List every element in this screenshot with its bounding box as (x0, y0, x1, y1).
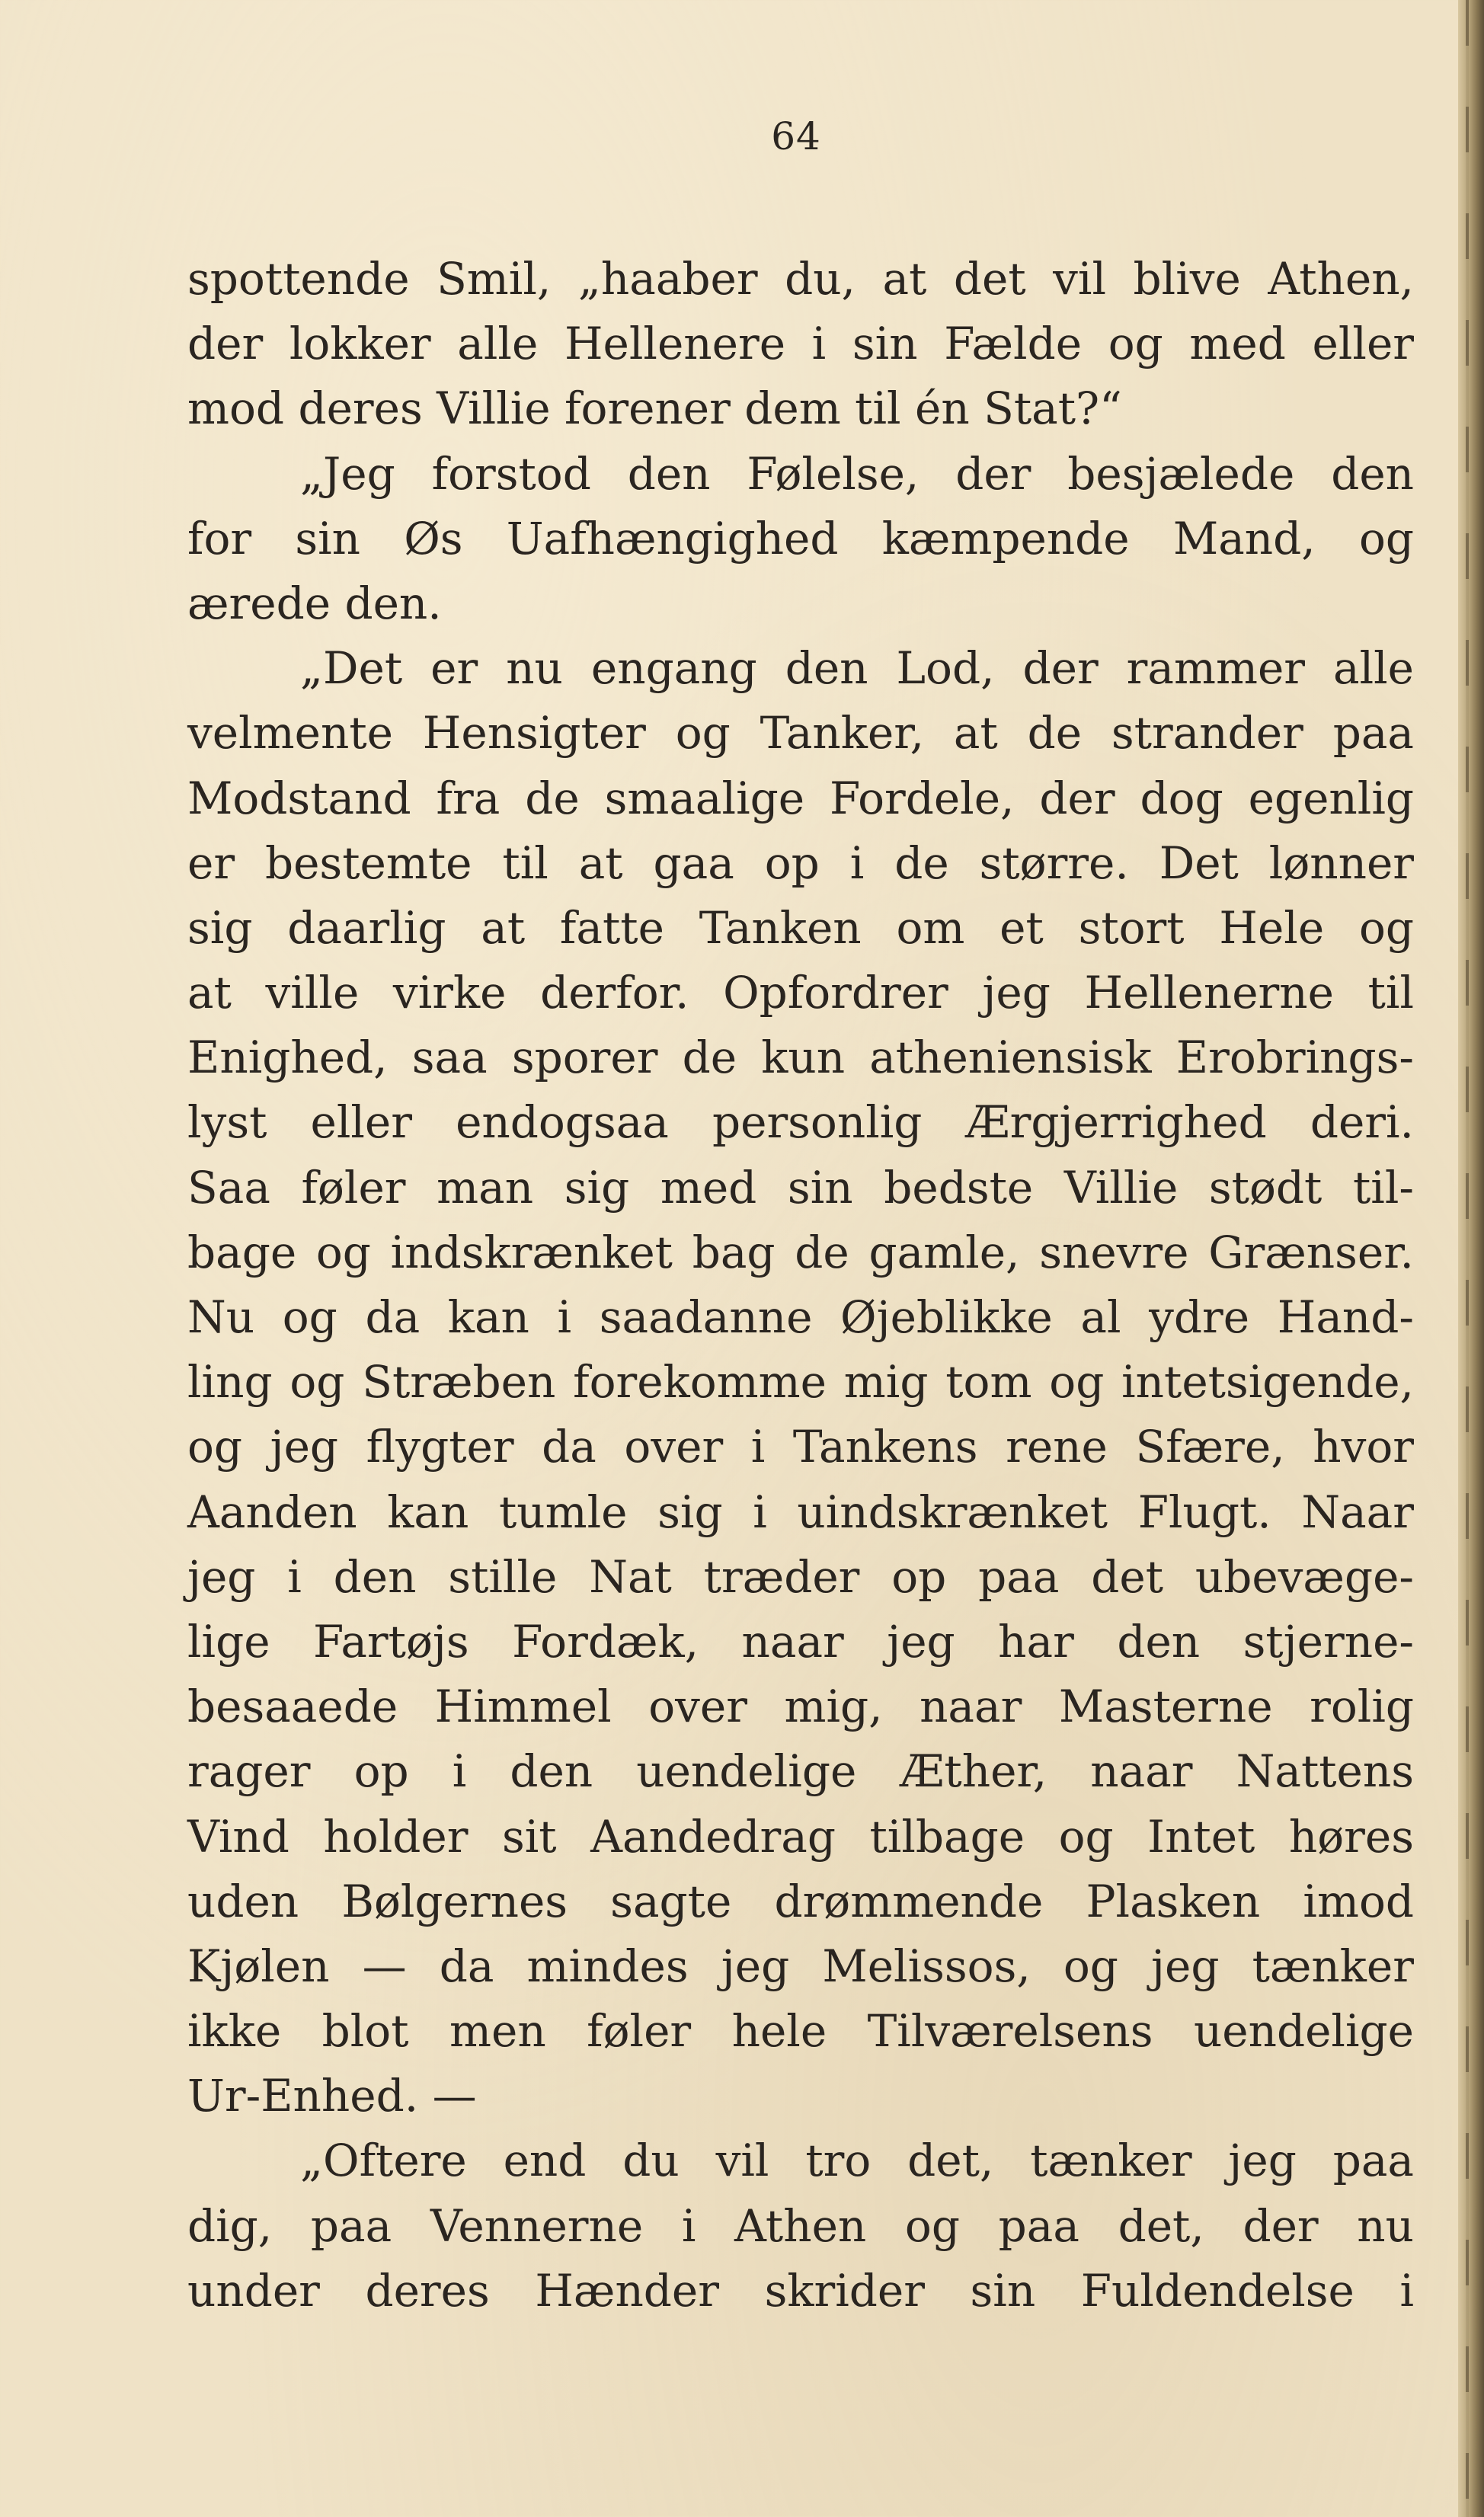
text-line: spottende Smil, „haaber du, at det vil blive Athen, (187, 253, 1414, 305)
text-line: Ur-Enhed. — (187, 2070, 477, 2122)
text-line: og jeg flygter da over i Tankens rene Sfære, hvor (187, 1421, 1414, 1473)
text-line: velmente Hensigter og Tanker, at de strander paa (187, 707, 1414, 760)
text-line: dig, paa Vennerne i Athen og paa det, der nu (187, 2199, 1414, 2252)
text-line: „Oftere end du vil tro det, tænker jeg paa (300, 2135, 1414, 2187)
text-line: Vind holder sit Aandedrag tilbage og Intet høres (187, 1810, 1414, 1863)
text-line: Modstand fra de smaalige Fordele, der dog egenlig (187, 772, 1414, 824)
text-line: jeg i den stille Nat træder op paa det ubevæge- (187, 1550, 1414, 1603)
text-line: Nu og da kan i saadanne Øjeblikke al ydre Hand- (187, 1291, 1414, 1343)
page-number: 64 (771, 114, 821, 158)
text-line: ikke blot men føler hele Tilværelsens uendelige (187, 2005, 1414, 2058)
text-line: „Jeg forstod den Følelse, der besjælede den (300, 447, 1414, 500)
text-line: Aanden kan tumle sig i uindskrænket Flugt. Naar (187, 1486, 1414, 1538)
body-text (187, 247, 1414, 2324)
text-line: lige Fartøjs Fordæk, naar jeg har den stjerne- (187, 1615, 1414, 1668)
text-line: besaaede Himmel over mig, naar Masterne rolig (187, 1681, 1414, 1733)
text-line: rager op i den uendelige Æther, naar Nattens (187, 1745, 1414, 1798)
text-line: at ville virke derfor. Opfordrer jeg Hellenerne til (187, 967, 1414, 1019)
text-line: bage og indskrænket bag de gamle, snevre Grænser. (187, 1226, 1414, 1278)
text-line: uden Bølgernes sagte drømmende Plasken imod (187, 1875, 1414, 1927)
text-line: ærede den. (187, 577, 442, 629)
text-line: under deres Hænder skrider sin Fuldendelse i (187, 2264, 1414, 2317)
text-line: sig daarlig at fatte Tanken om et stort Hele og (187, 901, 1414, 954)
text-line: ling og Stræben forekomme mig tom og intetsigende, (187, 1356, 1414, 1409)
text-line: Saa føler man sig med sin bedste Villie stødt til- (187, 1161, 1414, 1214)
text-line: Enighed, saa sporer de kun atheniensisk Erobrings- (187, 1031, 1414, 1084)
text-line: mod deres Villie forener dem til én Stat?“ (187, 382, 1122, 435)
text-line: „Det er nu engang den Lod, der rammer alle (300, 642, 1414, 695)
text-line: for sin Øs Uafhængighed kæmpende Mand, og (187, 512, 1414, 564)
text-line: lyst eller endogsaa personlig Ærgjerrighed deri. (187, 1096, 1414, 1149)
page-edge (1458, 0, 1484, 2517)
text-line: der lokker alle Hellenere i sin Fælde og med eller (187, 318, 1414, 370)
text-line: er bestemte til at gaa op i de større. Det lønner (187, 836, 1414, 889)
text-line: Kjølen — da mindes jeg Melissos, og jeg tænker (187, 1940, 1414, 1992)
